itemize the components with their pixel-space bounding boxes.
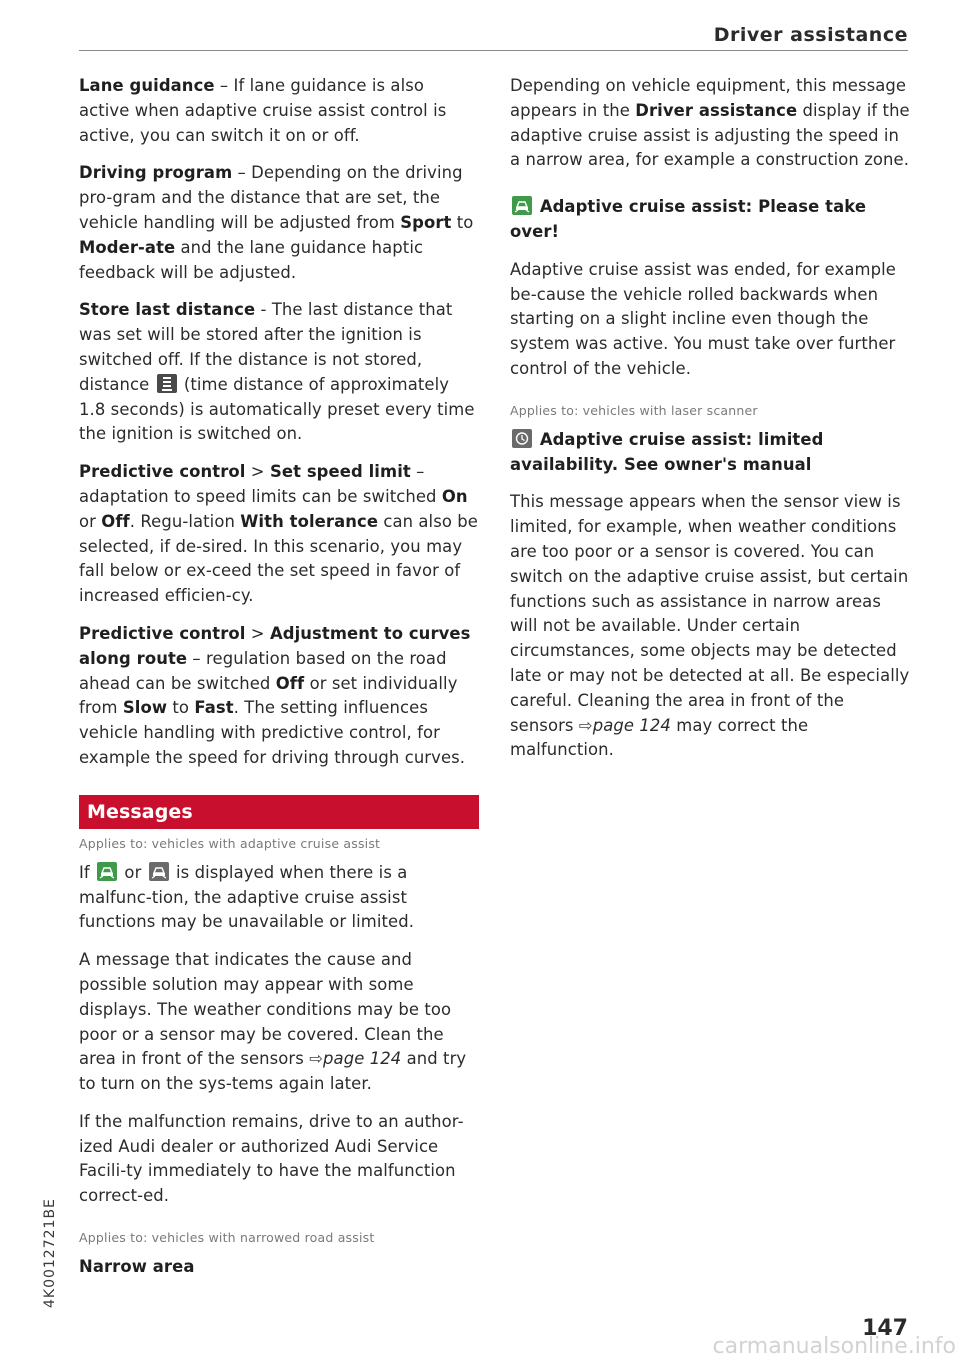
term-driver-assistance: Driver assistance (635, 100, 798, 120)
term-with-tolerance: With tolerance (240, 511, 379, 531)
driving-program-text2: to (451, 212, 474, 232)
term-lane-guidance: Lane guidance (79, 76, 215, 95)
speed-limit-text1: – adaptation to speed limits can be switched (79, 462, 442, 506)
term-off-2: Off (275, 673, 305, 693)
term-sport: Sport (400, 212, 452, 232)
term-predictive-control: Predictive control (79, 462, 246, 482)
term-on: On (441, 486, 468, 506)
take-over-heading-text: Adaptive cruise assist: Please take over! (510, 197, 867, 241)
term-predictive-control-2: Predictive control (79, 623, 246, 643)
curves-text4: . The setting influences vehicle handling with predictive control, for example the speed for driving through curves. (79, 698, 466, 767)
applies-to-laser: Applies to: vehicles with laser scanner (510, 402, 758, 418)
limited-text2: may correct the malfunction. (510, 715, 809, 760)
curves-paragraph (79, 622, 479, 771)
speed-limit-text3: . Regu-lation (129, 511, 241, 531)
malfunction-text2: or (119, 862, 147, 882)
malfunction-remains-paragraph: If the malfunction remains, drive to an author-ized Audi dealer or authorized Audi Service Facili-ty immediately to have the malfunction correct-ed. (79, 1111, 464, 1206)
left-column (79, 74, 479, 1293)
adaptive-cruise-gray-icon (149, 862, 169, 881)
adaptive-cruise-green-icon-2 (512, 196, 532, 215)
menu-separator-2: > (245, 623, 270, 643)
term-fast: Fast (194, 698, 234, 718)
page-ref-link-2[interactable]: page 124 (592, 715, 671, 735)
narrow-area-heading: Narrow area (79, 1257, 195, 1277)
curves-text1: – regulation based on the road ahead can be switched (79, 648, 447, 693)
page-header-title: Driver assistance (713, 24, 908, 46)
store-distance-paragraph (79, 298, 479, 447)
store-distance-text2: (time distance of approximately 1.8 seconds) is automatically preset every time the ignition is switched on. (79, 374, 475, 444)
applies-to-narrow: Applies to: vehicles with narrowed road assist (79, 1230, 375, 1246)
store-distance-text1: - The last distance that was set will be stored after the ignition is switched off. If the distance is not stored, distance (79, 300, 453, 394)
term-set-speed-limit: Set speed limit (269, 462, 411, 482)
message-cause-paragraph (79, 948, 479, 1097)
term-driving-program: Driving program (79, 163, 233, 183)
document-code: 4K0012721BE (42, 1198, 58, 1308)
term-moderate: Moder-ate (79, 237, 176, 257)
speed-limit-paragraph (79, 460, 479, 609)
narrow-text2: display if the adaptive cruise assist is adjusting the speed in a narrow area, for example a construction zone. (510, 100, 910, 170)
header-rule (79, 50, 908, 51)
page-number: 147 (862, 1316, 908, 1341)
narrow-text1: Depending on vehicle equipment, this message appears in the (510, 76, 907, 120)
curves-text2: or set individually from (79, 673, 458, 718)
right-column (510, 74, 910, 776)
distance-bar-icon (157, 374, 177, 393)
driving-program-text1: – Depending on the driving pro-gram and the distance that are set, the vehicle handling will be adjusted from (79, 163, 463, 232)
take-over-paragraph: Adaptive cruise assist was ended, for example be-cause the vehicle rolled backwards when starting on a slight incline even though the system was active. You must take over further control of the vehicle. (510, 259, 896, 378)
take-over-heading (510, 195, 910, 245)
limited-paragraph (510, 490, 910, 763)
lane-guidance-paragraph (79, 74, 479, 148)
speed-limit-text4: can also be selected, if de-sired. In this scenario, you may fall below or ex-ceed the set speed in favor of increased efficien-cy. (79, 511, 478, 606)
limited-heading (510, 428, 910, 478)
malfunction-text3: is displayed when there is a malfunc-tion, the adaptive cruise assist functions may be unavailable or limited. (79, 862, 415, 932)
page-ref-arrow-icon-2: ⇨ (578, 715, 593, 735)
malfunction-text1: If (79, 862, 96, 882)
term-slow: Slow (122, 698, 168, 718)
limited-heading-text: Adaptive cruise assist: limited availability. See owner's manual (510, 429, 824, 474)
driving-program-text3: and the lane guidance haptic feedback will be adjusted. (79, 237, 424, 282)
curves-text3: to (167, 698, 195, 718)
term-store-last-distance: Store last distance (79, 300, 256, 320)
adaptive-cruise-green-icon (97, 862, 117, 881)
malfunction-paragraph (79, 861, 479, 935)
page-ref-arrow-icon: ⇨ (309, 1049, 324, 1069)
menu-separator: > (245, 462, 270, 482)
messages-section-heading: Messages (79, 795, 479, 829)
narrow-text-paragraph (510, 74, 910, 173)
limited-text1: This message appears when the sensor view is limited, for example, when weather conditions are too poor or a sensor is covered. You can switch on the adaptive cruise assist, but certain functions such as assistance in narrow areas will not be available. Under certain circumstances, some objects may be detected late or may not be detected at all. Be especially careful. Cleaning the area in front of the sensors (510, 492, 910, 735)
page-ref-link[interactable]: page 124 (323, 1049, 402, 1069)
applies-to-acc: Applies to: vehicles with adaptive cruise assist (79, 835, 381, 851)
watermark: carmanualsonline.info (712, 1334, 956, 1359)
speed-limit-text2: or (79, 511, 102, 531)
term-adjustment-curves: Adjustment to curves along route (79, 623, 471, 668)
lane-guidance-text: – If lane guidance is also active when adaptive cruise assist control is active, you can switch it on or off. (79, 76, 447, 145)
message-cause-text2: and try to turn on the sys-tems again later. (79, 1049, 467, 1094)
driving-program-paragraph (79, 161, 479, 285)
message-cause-text1: A message that indicates the cause and possible solution may appear with some displays. The weather conditions may be too poor or a sensor may be covered. Clean the area in front of the sensors (79, 950, 452, 1069)
sensor-limited-icon (512, 429, 532, 448)
term-off: Off (101, 511, 130, 531)
